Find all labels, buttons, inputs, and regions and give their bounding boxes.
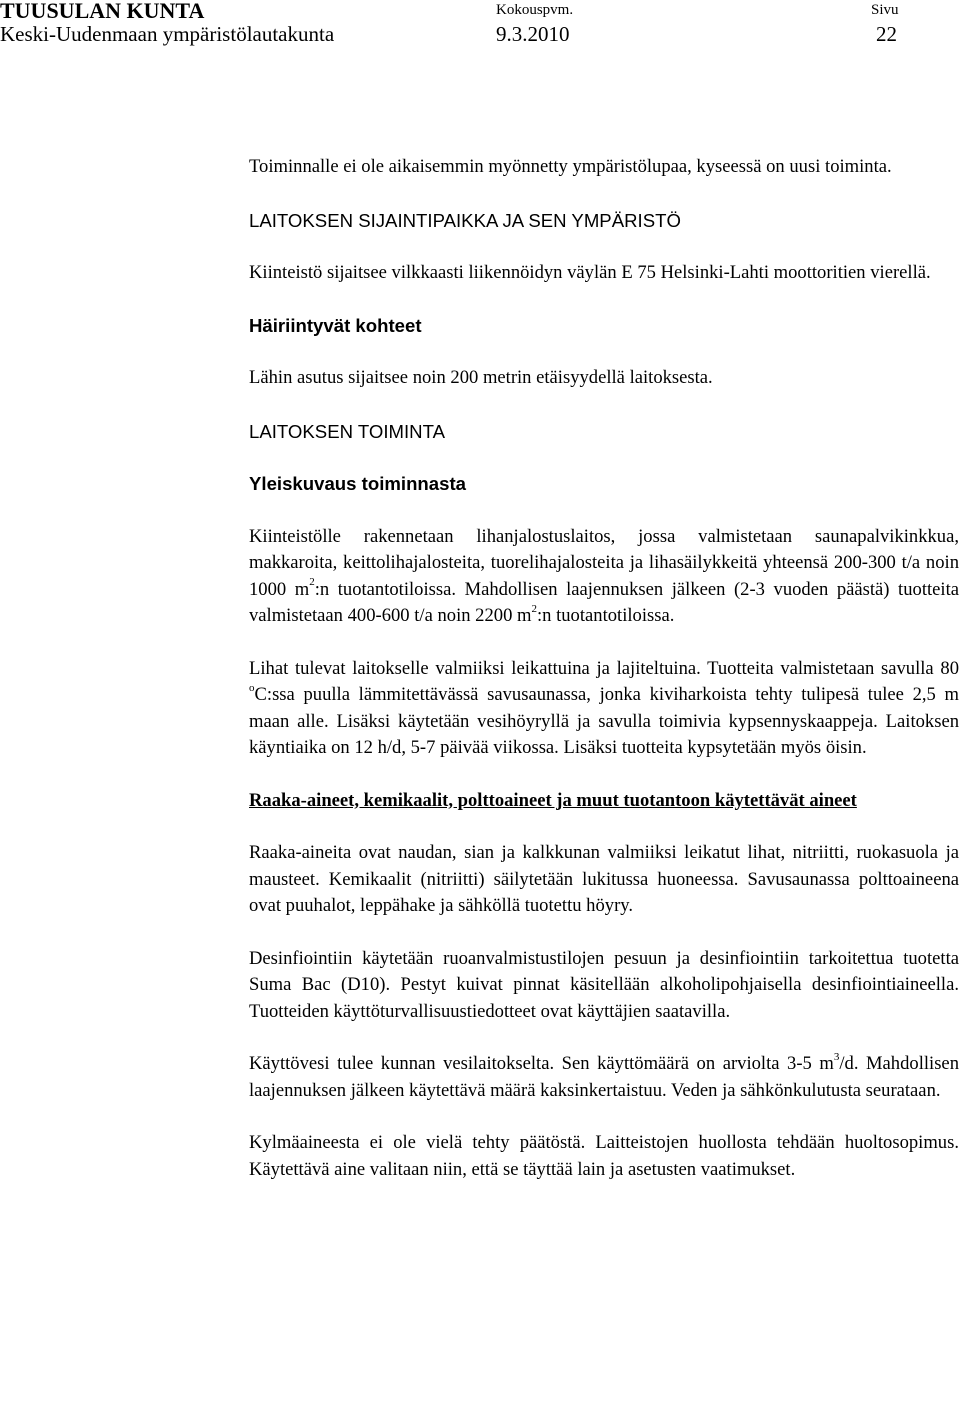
meeting-date: 9.3.2010 [496,22,570,46]
page-label: Sivu [871,2,899,18]
text-segment: :n tuotantotiloissa. [536,605,675,626]
heading-general-description: Yleiskuvaus toiminnasta [249,473,467,494]
paragraph-existing-permit: Toiminnalle ei ole aikaisemmin myönnetty ympäristölupaa, kyseessä on uusi toiminta. [249,156,892,177]
paragraph-smoking-process [249,656,959,762]
text-segment: Käyttövesi tulee kunnan vesilaitokselta. Sen käyttömäärä on arviolta 3-5 m [249,1053,834,1074]
paragraph-production [249,524,959,630]
text-segment: Kiinteistölle rakennetaan lihanjalostuslaitos, jossa valmistetaan saunapalvikinkkua, makkaroita, keittolihajalosteita, tuorelihajalosteita ja lihasäilykkeitä yhteensä 200-300 t/a noin 1000 m [249,525,959,600]
board-name: Keski-Uudenmaan ympäristölautakunta [0,22,335,46]
paragraph-nearest-residence: Lähin asutus sijaitsee noin 200 metrin etäisyydellä laitoksesta. [249,367,713,388]
superscript: o [249,681,255,694]
page-number: 22 [876,22,897,46]
paragraph-location: Kiinteistö sijaitsee vilkkaasti liikennöidyn väylän E 75 Helsinki-Lahti moottoritien vierellä. [249,262,931,283]
superscript: 2 [309,576,315,589]
paragraph-disinfection: Desinfiointiin käytetään ruoanvalmistustilojen pesuun ja desinfiointiin tarkoitettua tuotetta Suma Bac (D10). Pestyt kuivat pinnat käsitellään alkoholipohjaisella desinfiointiaineella. Tuotteiden käyttöturvallisuustiedotteet ovat käyttäjien saatavilla. [249,947,959,1022]
text-segment: /d. Mahdollisen laajennuksen jälkeen käytettävä määrä kaksinkertaistuu. Veden ja sähkönkulutusta seurataan. [249,1053,959,1101]
superscript: 3 [833,1050,840,1063]
heading-operations: LAITOKSEN TOIMINTA [249,420,445,442]
heading-location: LAITOKSEN SIJAINTIPAIKKA JA SEN YMPÄRISTÖ [249,209,681,231]
superscript: 2 [531,602,537,615]
text-segment: Lihat tulevat laitokselle valmiiksi leikattuina ja lajiteltuina. Tuotteita valmistetaan savulla 80 [249,657,959,679]
heading-affected-sites: Häiriintyvät kohteet [249,314,422,336]
paragraph-raw-materials: Raaka-aineita ovat naudan, sian ja kalkkunan valmiiksi leikatut lihat, nitriitti, ruokasuola ja mausteet. Kemikaalit (nitriitti) säilytetään lukitussa huoneessa. Savusaunassa polttoaineena ovat puuhalot, leppähake ja sähköllä tuotettu höyry. [249,842,959,916]
paragraph-refrigerant: Kylmäaineesta ei ole vielä tehty päätöstä. Laitteistojen huollosta tehdään huoltosopimus. Käytettävä aine valitaan niin, että se täyttää lain ja asetusten vaatimukset. [249,1132,959,1180]
page-header [0,0,960,56]
heading-raw-materials: Raaka-aineet, kemikaalit, polttoaineet ja muut tuotantoon käytettävät aineet [249,789,857,811]
text-segment: C:ssa puulla lämmitettävässä savusaunassa, jonka kiviharkoista tehty tulipesä tulee 2,5 m maan alle. Lisäksi käytetään vesihöyryllä ja savulla toimivia kypsennyskaappeja. Laitoksen käyntiaika on 12 h/d, 5-7 päivää viikossa. Lisäksi tuotteita kypsytetään myös öisin. [249,684,959,758]
paragraph-water-use [249,1051,959,1104]
organization-name: TUUSULAN KUNTA [0,0,205,23]
document-body [249,154,959,1183]
meeting-date-label: Kokouspvm. [496,2,574,18]
text-segment: :n tuotantotiloissa. Mahdollisen laajennuksen jälkeen (2-3 vuoden päästä) tuotteita valmistetaan 400-600 t/a noin 2200 m [249,578,959,626]
